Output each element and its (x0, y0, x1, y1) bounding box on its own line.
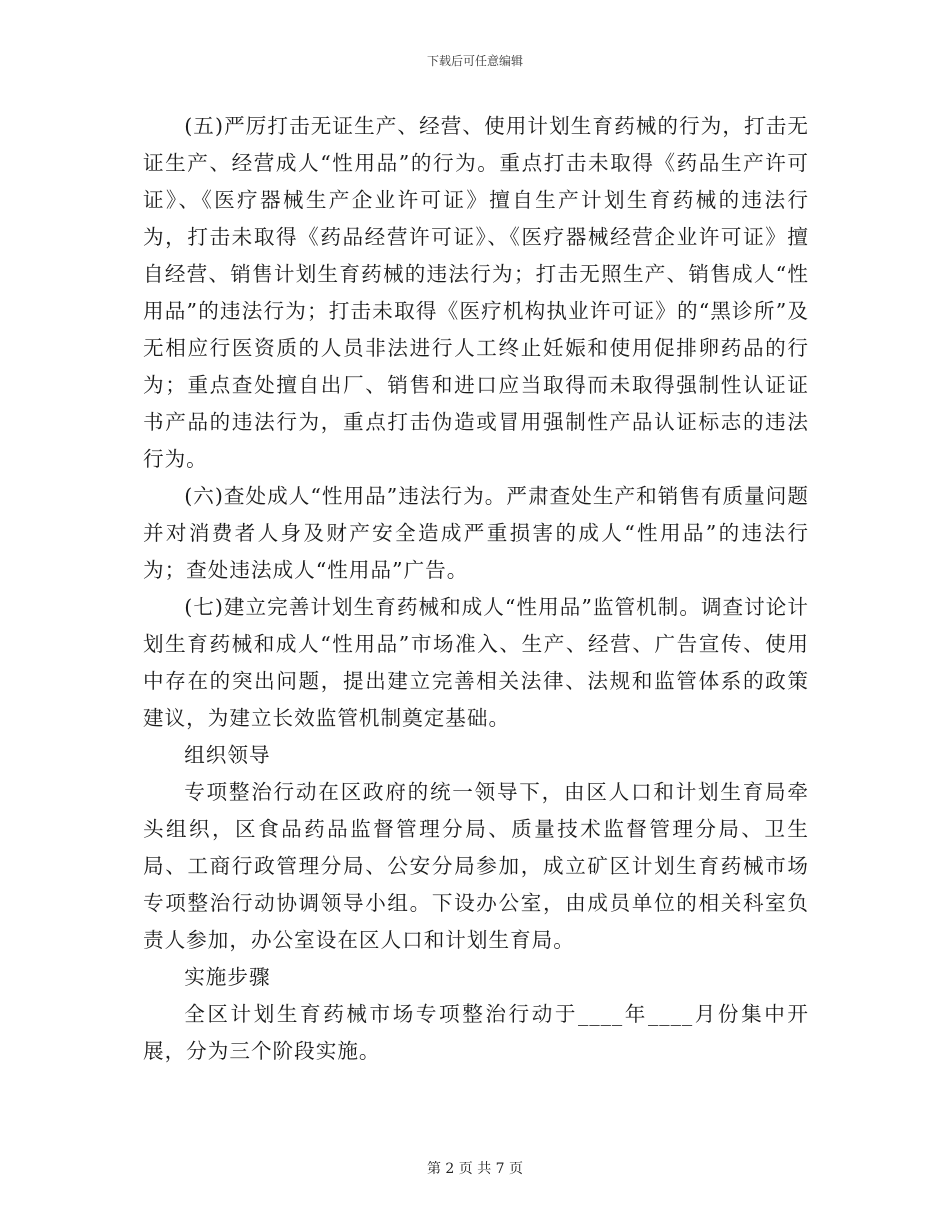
page-footer: 第 2 页 共 7 页 (426, 1161, 524, 1177)
paragraph-steps: 全区计划生育药械市场专项整治行动于____年____月份集中开展，分为三个阶段实施。 (143, 1002, 809, 1063)
section-heading-steps: 实施步骤 (184, 965, 271, 989)
paragraph-item-7: (七)建立完善计划生育药械和成人“性用品”监管机制。调查讨论计划生育药械和成人“性用品”市场准入、生产、经营、广告宣传、使用中存在的突出问题，提出建立完善相关法律、法规和监管体系的政策建议，为建立长效监管机制奠定基础。 (143, 595, 809, 730)
document-body (143, 108, 809, 1070)
paragraph-item-5: (五)严厉打击无证生产、经营、使用计划生育药械的行为，打击无证生产、经营成人“性用品”的行为。重点打击未取得《药品生产许可证》、《医疗器械生产企业许可证》擅自生产计划生育药械的违法行为，打击未取得《药品经营许可证》、《医疗器械经营企业许可证》擅自经营、销售计划生育药械的违法行为；打击无照生产、销售成人“性用品”的违法行为；打击未取得《医疗机构执业许可证》的“黑诊所”及无相应行医资质的人员非法进行人工终止妊娠和使用促排卵药品的行为；重点查处擅自出厂、销售和进口应当取得而未取得强制性认证证书产品的违法行为，重点打击伪造或冒用强制性产品认证标志的违法行为。 (143, 114, 809, 471)
section-heading-organization: 组织领导 (184, 743, 271, 767)
page-header: 下载后可任意编辑 (426, 54, 523, 68)
paragraph-organization: 专项整治行动在区政府的统一领导下，由区人口和计划生育局牵头组织，区食品药品监督管理分局、质量技术监督管理分局、卫生局、工商行政管理分局、公安分局参加，成立矿区计划生育药械市场专项整治行动协调领导小组。下设办公室，由成员单位的相关科室负责人参加，办公室设在区人口和计划生育局。 (143, 780, 809, 952)
paragraph-item-6: (六)查处成人“性用品”违法行为。严肃查处生产和销售有质量问题并对消费者人身及财产安全造成严重损害的成人“性用品”的违法行为；查处违法成人“性用品”广告。 (143, 484, 809, 582)
